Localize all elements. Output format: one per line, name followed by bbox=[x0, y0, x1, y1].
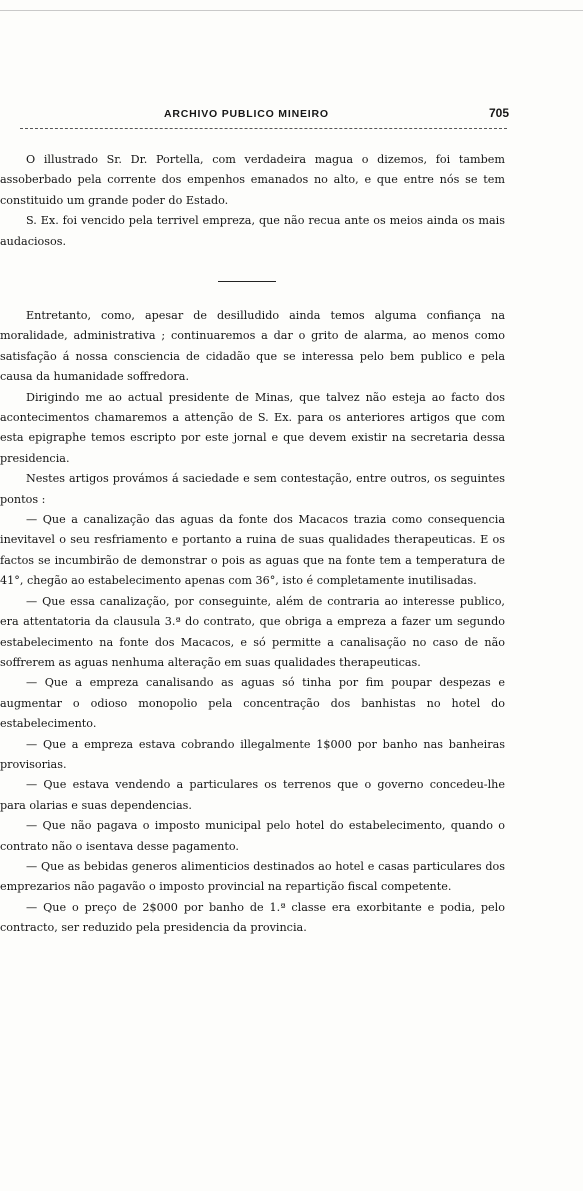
list-item: — Que essa canalização, por conseguinte, além de contraria ao interesse publico, era attentatoria da clausula 3.ª do contrato, que obriga a empreza a fazer um segundo estabelecimento na fonte dos Macacos, e só permitte a canalisação no caso de não soffrerem as aguas nenhuma alteração em suas qualidades therapeuticas. bbox=[0, 594, 505, 669]
list-item: — Que não pagava o imposto municipal pelo hotel do estabelecimento, quando o contrato não o isentava desse pagamento. bbox=[0, 819, 505, 853]
list-item: — Que o preço de 2$000 por banho de 1.ª classe era exorbitante e podia, pelo contracto, ser reduzido pela presidencia da provincia. bbox=[0, 900, 505, 935]
header-rule bbox=[20, 128, 507, 129]
list-item: — Que estava vendendo a particulares os terrenos que o governo concedeu-lhe para olarias e suas dependencias. bbox=[0, 778, 505, 812]
paragraph: Nestes artigos provámos á saciedade e sem contestação, entre outros, os seguintes pontos : bbox=[0, 472, 505, 506]
paragraph: S. Ex. foi vencido pela terrivel empreza, que não recua ante os meios ainda os mais audaciosos. bbox=[0, 214, 505, 248]
text-block-1 bbox=[0, 150, 505, 252]
section-divider bbox=[218, 281, 276, 282]
list-item: — Que as bebidas generos alimenticios destinados ao hotel e casas particulares dos emprezarios não pagavão o imposto provincial na repartição fiscal competente. bbox=[0, 859, 505, 894]
running-header bbox=[0, 104, 583, 128]
list-item: — Que a canalização das aguas da fonte dos Macacos trazia como consequencia inevitavel o seu resfriamento e portanto a ruina de suas qualidades therapeuticas. E os factos se incumbirão de demonstrar o pois as aguas que na fonte tem a temperatura de 41°, chegão ao estabelecimento apenas com 36°, isto é completamente inutilisadas. bbox=[0, 513, 505, 588]
list-item: — Que a empreza estava cobrando illegalmente 1$000 por banho nas banheiras provisorias. bbox=[0, 737, 505, 771]
top-edge-rule bbox=[0, 10, 583, 11]
text-block-2 bbox=[0, 306, 505, 939]
paragraph: Entretanto, como, apesar de desilludido ainda temos alguma confiança na moralidade, administrativa ; continuaremos a dar o grito de alarma, ao menos como satisfação á nossa consciencia de cidadão que se interessa pelo bem publico e pela causa da humanidade soffredora. bbox=[0, 309, 505, 384]
paragraph: Dirigindo me ao actual presidente de Minas, que talvez não esteja ao facto dos acontecimentos chamaremos a attenção de S. Ex. para os anteriores artigos que com esta epigraphe temos escripto por este jornal e que devem existir na secretaria dessa presidencia. bbox=[0, 390, 505, 465]
running-header-title: ARCHIVO PUBLICO MINEIRO bbox=[164, 108, 329, 120]
paragraph: O illustrado Sr. Dr. Portella, com verdadeira magua o dizemos, foi tambem assoberbado pela corrente dos empenhos emanados no alto, e que entre nós se tem constituido um grande poder do Estado. bbox=[0, 153, 505, 207]
list-item: — Que a empreza canalisando as aguas só tinha por fim poupar despezas e augmentar o odioso monopolio pela concentração dos banhistas no hotel do estabelecimento. bbox=[0, 676, 505, 731]
page-number: 705 bbox=[488, 106, 509, 120]
